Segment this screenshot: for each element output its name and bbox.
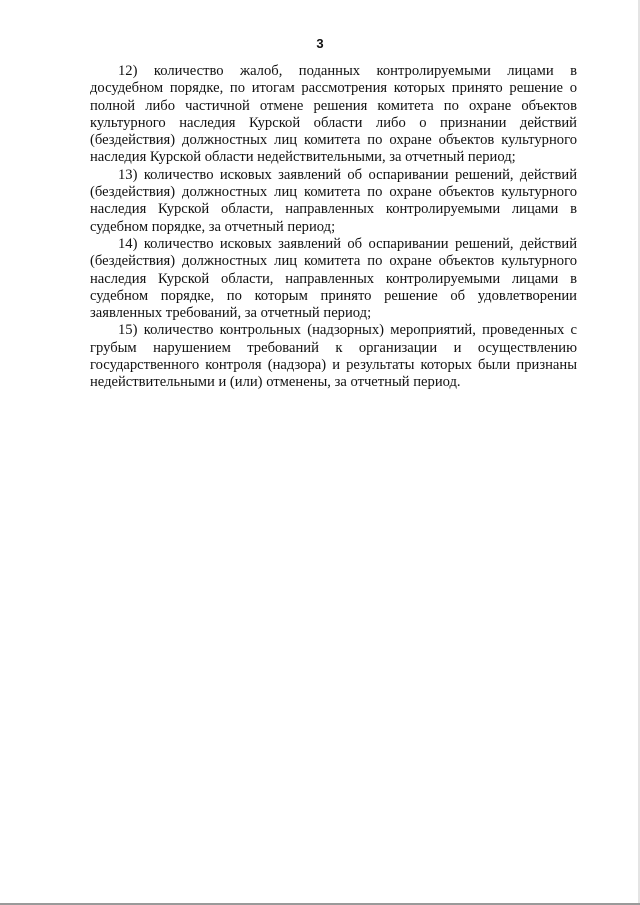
list-item-13: 13) количество исковых заявлений об оспаривании решений, действий (бездействия) должностных лиц комитета по охране объектов культурного наследия Курской области, направленных контролируемыми лицами в судебном порядке, за отчетный период; xyxy=(90,166,577,235)
list-item-15: 15) количество контрольных (надзорных) мероприятий, проведенных с грубым нарушением требований к организации и осуществлению государственного контроля (надзора) и результаты которых были признаны недействительными и (или) отменены, за отчетный период. xyxy=(90,322,577,391)
page-number: 3 xyxy=(316,36,324,51)
list-item-14: 14) количество исковых заявлений об оспаривании решений, действий (бездействия) должностных лиц комитета по охране объектов культурного наследия Курской области, направленных контролируемыми лицами в судебном порядке, по которым принято решение об удовлетворении заявленных требований, за отчетный период; xyxy=(90,235,577,322)
list-item-12: 12) количество жалоб, поданных контролируемыми лицами в досудебном порядке, по итогам рассмотрения которых принято решение о полной либо частичной отмене решения комитета по охране объектов культурного наследия Курской области либо о признании действий (бездействия) должностных лиц комитета по охране объектов культурного наследия Курской области недействительными, за отчетный период; xyxy=(90,63,577,166)
document-body xyxy=(90,63,577,392)
